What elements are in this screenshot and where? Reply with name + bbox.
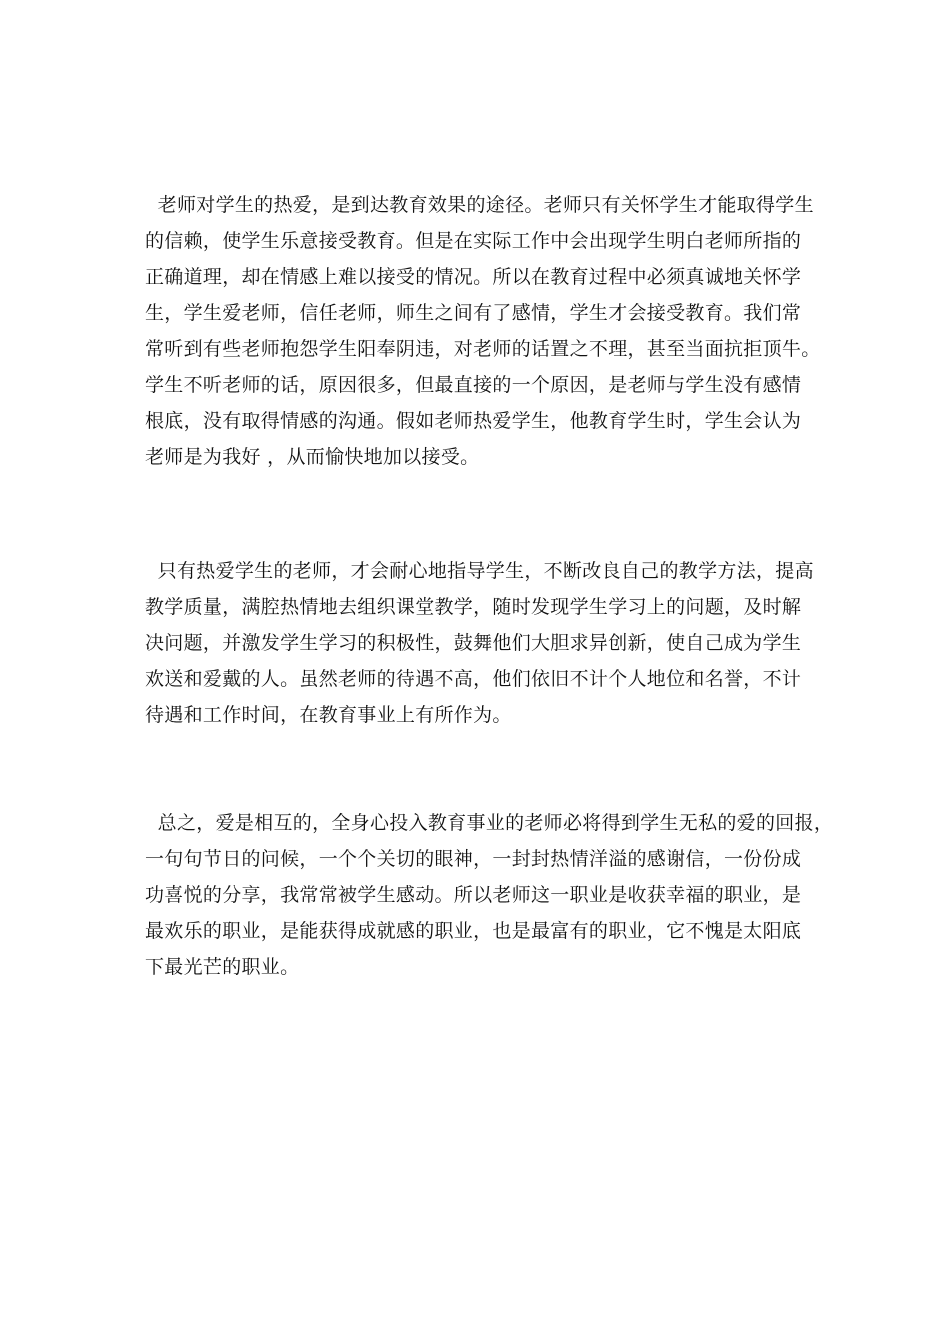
text-line: 只有热爱学生的老师，才会耐心地指导学生，不断改良自己的教学方法，提高 [145, 560, 814, 582]
text-line: 老师对学生的热爱，是到达教育效果的途径。老师只有关怀学生才能取得学生 [145, 194, 814, 216]
text-line: 最欢乐的职业，是能获得成就感的职业，也是最富有的职业，它不愧是太阳底 [145, 920, 802, 942]
paragraph-1 [145, 187, 845, 475]
paragraph-2 [145, 553, 845, 733]
text-line: 下最光芒的职业。 [145, 956, 300, 978]
text-line: 总之，爱是相互的，全身心投入教育事业的老师必将得到学生无私的爱的回报， [145, 812, 834, 834]
text-line: 学生不听老师的话，原因很多，但最直接的一个原因，是老师与学生没有感情 [145, 374, 802, 396]
text-line: 一句句节日的问候，一个个关切的眼神，一封封热情洋溢的感谢信，一份份成 [145, 848, 802, 870]
text-line: 欢送和爱戴的人。虽然老师的待遇不高，他们依旧不计个人地位和名誉，不计 [145, 668, 802, 690]
text-line: 老师是为我好 ，从而愉快地加以接受。 [145, 446, 480, 468]
text-line: 待遇和工作时间，在教育事业上有所作为。 [145, 704, 512, 726]
paragraph-3 [145, 805, 845, 985]
text-line: 的信赖，使学生乐意接受教育。但是在实际工作中会出现学生明白老师所指的 [145, 230, 802, 252]
text-line: 根底，没有取得情感的沟通。假如老师热爱学生，他教育学生时，学生会认为 [145, 410, 802, 432]
text-line: 正确道理，却在情感上难以接受的情况。所以在教育过程中必须真诚地关怀学 [145, 266, 802, 288]
text-line: 生，学生爱老师，信任老师，师生之间有了感情，学生才会接受教育。我们常 [145, 302, 802, 324]
text-line: 决问题，并激发学生学习的积极性，鼓舞他们大胆求异创新，使自己成为学生 [145, 632, 802, 654]
text-line: 功喜悦的分享，我常常被学生感动。所以老师这一职业是收获幸福的职业，是 [145, 884, 802, 906]
text-line: 教学质量，满腔热情地去组织课堂教学，随时发现学生学习上的问题，及时解 [145, 596, 802, 618]
text-line: 常听到有些老师抱怨学生阳奉阴违，对老师的话置之不理，甚至当面抗拒顶牛。 [145, 338, 821, 360]
